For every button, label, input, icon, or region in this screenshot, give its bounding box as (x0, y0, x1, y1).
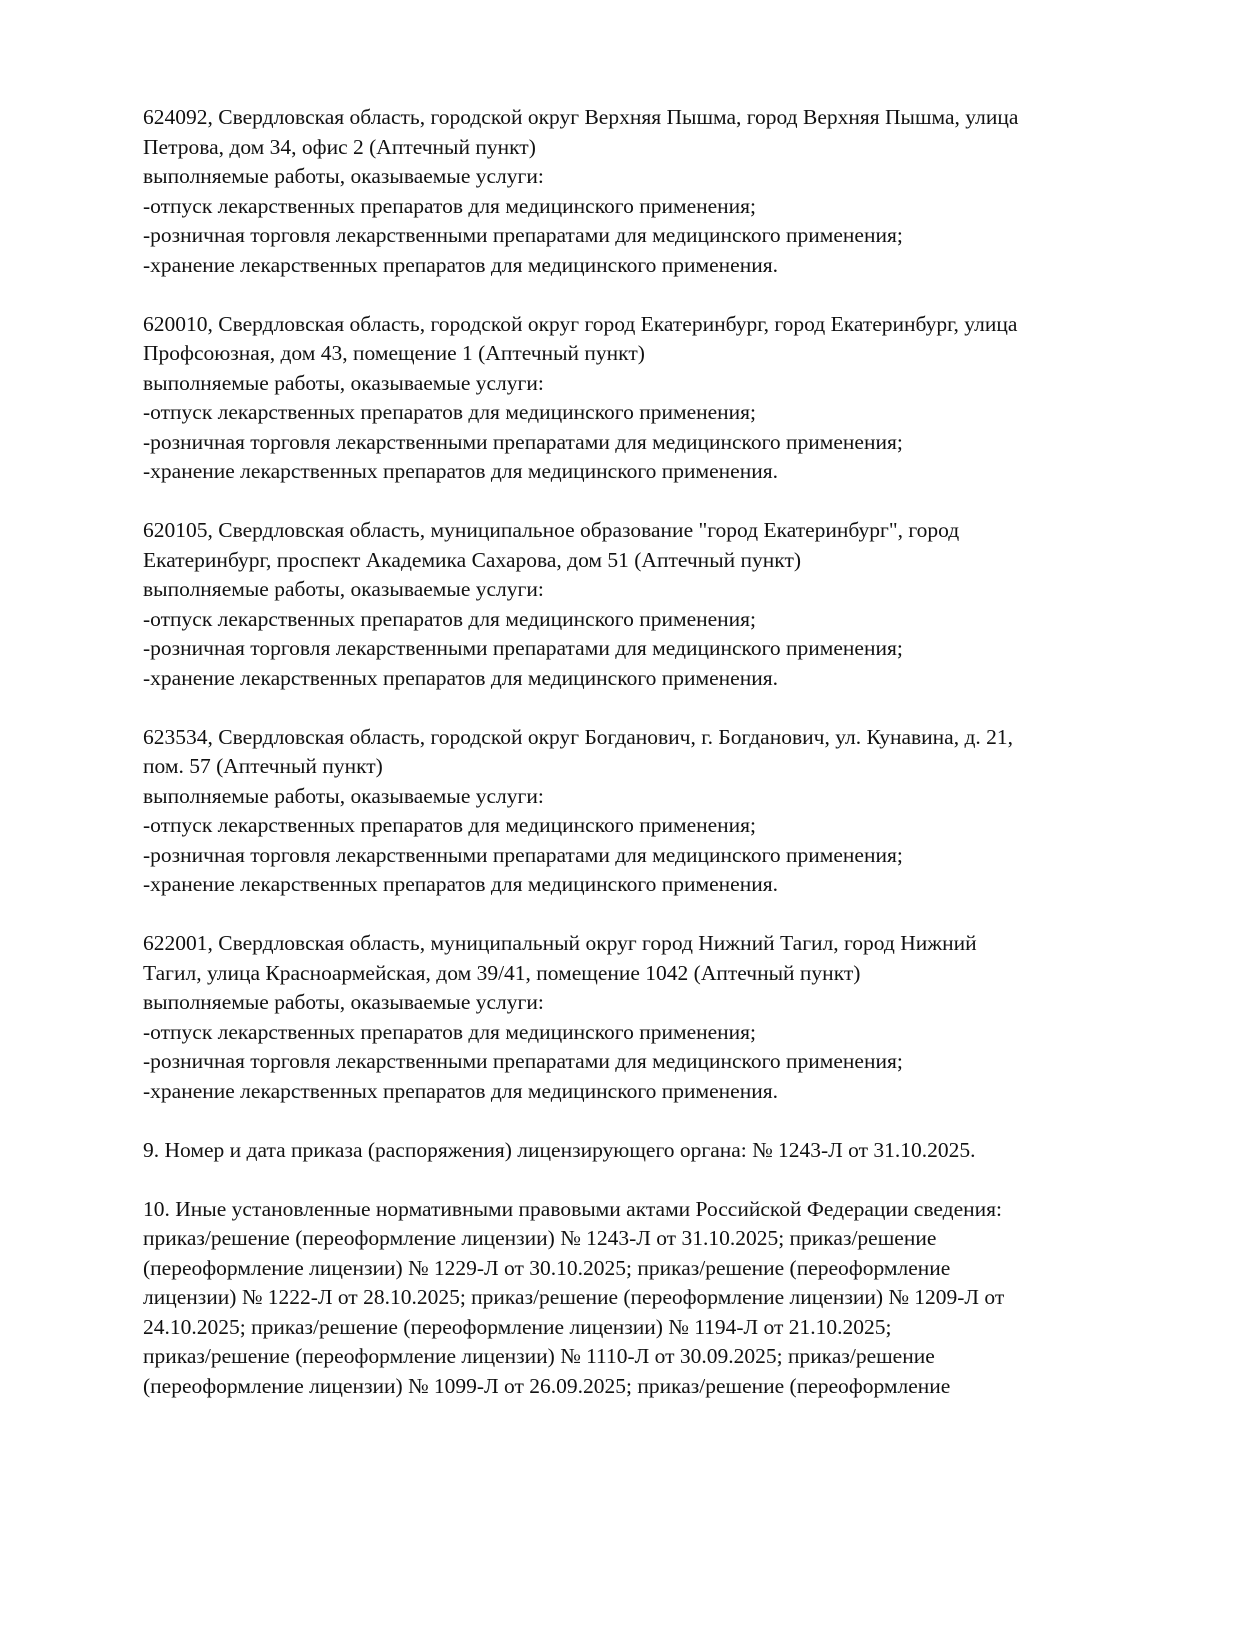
services-heading: выполняемые работы, оказываемые услуги: (143, 577, 544, 601)
service-item: -отпуск лекарственных препаратов для медицинского применения; (143, 1019, 757, 1044)
services-heading: выполняемые работы, оказываемые услуги: (143, 783, 544, 808)
service-item: -отпуск лекарственных препаратов для медицинского применения; (143, 400, 757, 424)
service-item: -розничная торговля лекарственными препаратами для медицинского применения; (143, 1049, 903, 1073)
location-entry (143, 310, 1153, 487)
orders-list-line: приказ/решение (переоформление лицензии) № 1110-Л от 30.09.2025; приказ/решение (143, 1344, 935, 1368)
service-item: -хранение лекарственных препаратов для медицинского применения. (143, 459, 778, 483)
document-content (143, 103, 1153, 1431)
service-item: -хранение лекарственных препаратов для медицинского применения. (143, 665, 778, 690)
service-item: -розничная торговля лекарственными препаратами для медицинского применения; (143, 842, 903, 867)
location-entry (143, 723, 1153, 900)
address-line: 623534, Свердловская область, городской округ Богданович, г. Богданович, ул. Кунавина, д. 21, (143, 724, 1014, 749)
services-heading: выполняемые работы, оказываемые услуги: (143, 164, 544, 188)
service-item: -отпуск лекарственных препаратов для медицинского применения; (143, 606, 757, 631)
address-line: Профсоюзная, дом 43, помещение 1 (Аптечный пункт) (143, 341, 645, 365)
service-item: -розничная торговля лекарственными препаратами для медицинского применения; (143, 223, 903, 247)
service-item: -хранение лекарственных препаратов для медицинского применения. (143, 872, 778, 896)
address-line: Екатеринбург, проспект Академика Сахарова, дом 51 (Аптечный пункт) (143, 547, 801, 572)
service-item: -розничная торговля лекарственными препаратами для медицинского применения; (143, 636, 903, 660)
location-entry (143, 516, 1153, 693)
address-line: 620010, Свердловская область, городской округ город Екатеринбург, город Екатеринбург, улица (143, 311, 1018, 336)
location-entry (143, 929, 1153, 1106)
service-item: -отпуск лекарственных препаратов для медицинского применения; (143, 813, 757, 837)
section-10-heading: 10. Иные установленные нормативными правовыми актами Российской Федерации сведения: (143, 1196, 1002, 1221)
orders-list-line: (переоформление лицензии) № 1099-Л от 26.09.2025; приказ/решение (переоформление (143, 1373, 951, 1398)
address-line: пом. 57 (Аптечный пункт) (143, 754, 383, 778)
location-entry (143, 103, 1153, 280)
orders-list-line: приказ/решение (переоформление лицензии) № 1243-Л от 31.10.2025; приказ/решение (143, 1226, 937, 1250)
address-line: 624092, Свердловская область, городской округ Верхняя Пышма, город Верхняя Пышма, улица (143, 105, 1019, 129)
address-line: Тагил, улица Красноармейская, дом 39/41, помещение 1042 (Аптечный пункт) (143, 960, 861, 985)
service-item: -отпуск лекарственных препаратов для медицинского применения; (143, 193, 757, 218)
section-9-order-info (143, 1136, 1153, 1166)
orders-list-line: (переоформление лицензии) № 1229-Л от 30.10.2025; приказ/решение (переоформление (143, 1255, 951, 1280)
orders-list-line: лицензии) № 1222-Л от 28.10.2025; приказ/решение (переоформление лицензии) № 1209-Л от (143, 1285, 1005, 1309)
services-heading: выполняемые работы, оказываемые услуги: (143, 370, 544, 395)
section-10-other-info (143, 1195, 1153, 1402)
service-item: -хранение лекарственных препаратов для медицинского применения. (143, 1078, 778, 1103)
service-item: -хранение лекарственных препаратов для медицинского применения. (143, 252, 778, 277)
address-line: 622001, Свердловская область, муниципальный округ город Нижний Тагил, город Нижний (143, 931, 977, 955)
services-heading: выполняемые работы, оказываемые услуги: (143, 990, 544, 1014)
address-line: 620105, Свердловская область, муниципальное образование "город Екатеринбург", город (143, 518, 960, 542)
order-number-date: 9. Номер и дата приказа (распоряжения) лицензирующего органа: № 1243-Л от 31.10.2025. (143, 1137, 976, 1162)
address-line: Петрова, дом 34, офис 2 (Аптечный пункт) (143, 134, 536, 159)
orders-list-line: 24.10.2025; приказ/решение (переоформление лицензии) № 1194-Л от 21.10.2025; (143, 1314, 892, 1339)
service-item: -розничная торговля лекарственными препаратами для медицинского применения; (143, 429, 903, 454)
